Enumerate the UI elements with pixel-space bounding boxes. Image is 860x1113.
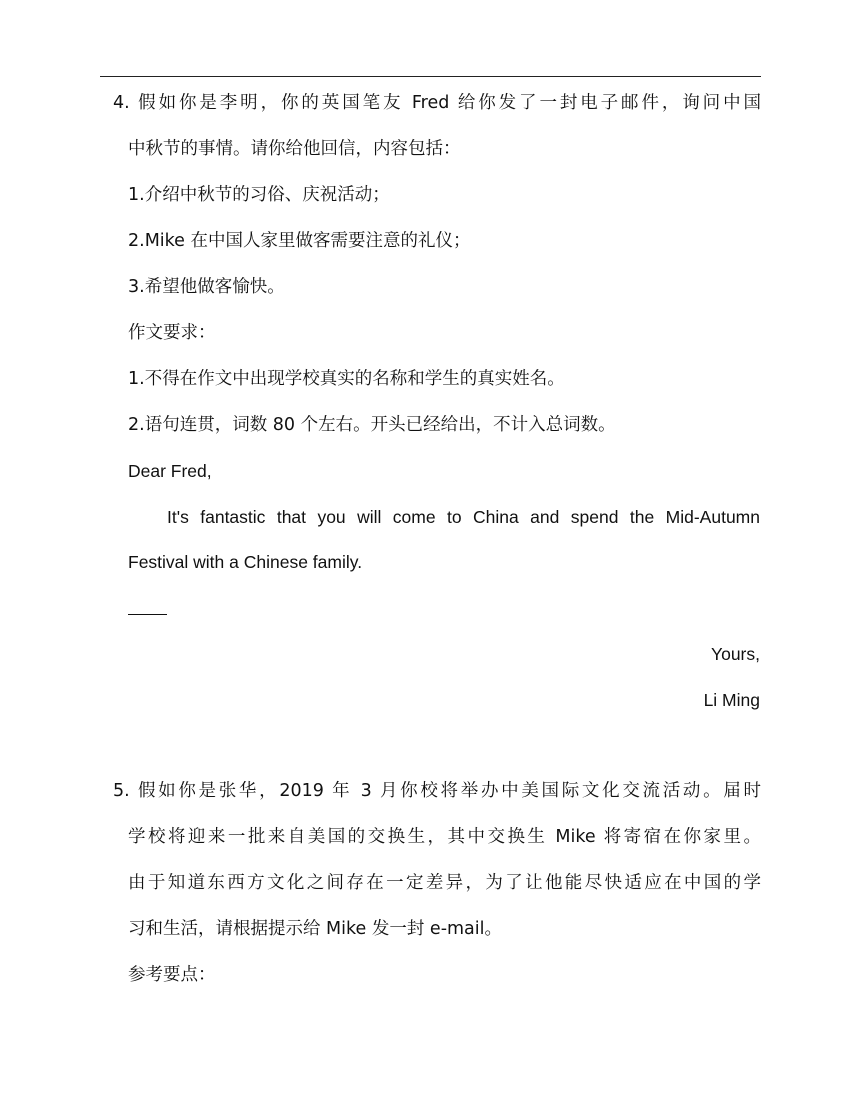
- q5-prompt-line-4: 习和生活，请根据提示给 Mike 发一封 e-mail。: [128, 919, 503, 939]
- answer-blank-line: [128, 614, 167, 615]
- q4-content-item-2: 2.Mike 在中国人家里做客需要注意的礼仪；: [128, 231, 471, 251]
- q5-prompt-line-1: 5. 假如你是张华，2019 年 3 月你校将举办中美国际文化交流活动。届时: [113, 781, 761, 801]
- q4-closing: Yours,: [711, 644, 760, 664]
- header-rule: [100, 76, 761, 77]
- q4-requirement-2: 2.语句连贯，词数 80 个左右。开头已经给出，不计入总词数。: [128, 415, 616, 435]
- q5-prompt-line-3: 由于知道东西方文化之间存在一定差异，为了让他能尽快适应在中国的学: [128, 873, 761, 893]
- q4-prompt-line-1: 4. 假如你是李明，你的英国笔友 Fred 给你发了一封电子邮件，询问中国: [113, 93, 761, 113]
- q4-content-item-3: 3.希望他做客愉快。: [128, 277, 285, 297]
- q4-requirements-title: 作文要求：: [128, 323, 216, 343]
- q5-prompt-line-2: 学校将迎来一批来自美国的交换生，其中交换生 Mike 将寄宿在你家里。: [128, 827, 761, 847]
- q4-signature: Li Ming: [703, 690, 760, 710]
- q4-salutation: Dear Fred,: [128, 461, 212, 481]
- q4-letter-body-line-1: It's fantastic that you will come to China and spend the Mid-Autumn: [167, 507, 760, 527]
- q4-letter-body-line-2: Festival with a Chinese family.: [128, 552, 363, 572]
- q5-points-title: 参考要点：: [128, 965, 216, 985]
- q4-content-item-1: 1.介绍中秋节的习俗、庆祝活动；: [128, 185, 390, 205]
- q4-requirement-1: 1.不得在作文中出现学校真实的名称和学生的真实姓名。: [128, 369, 565, 389]
- q4-prompt-line-2: 中秋节的事情。请你给他回信，内容包括：: [128, 139, 461, 159]
